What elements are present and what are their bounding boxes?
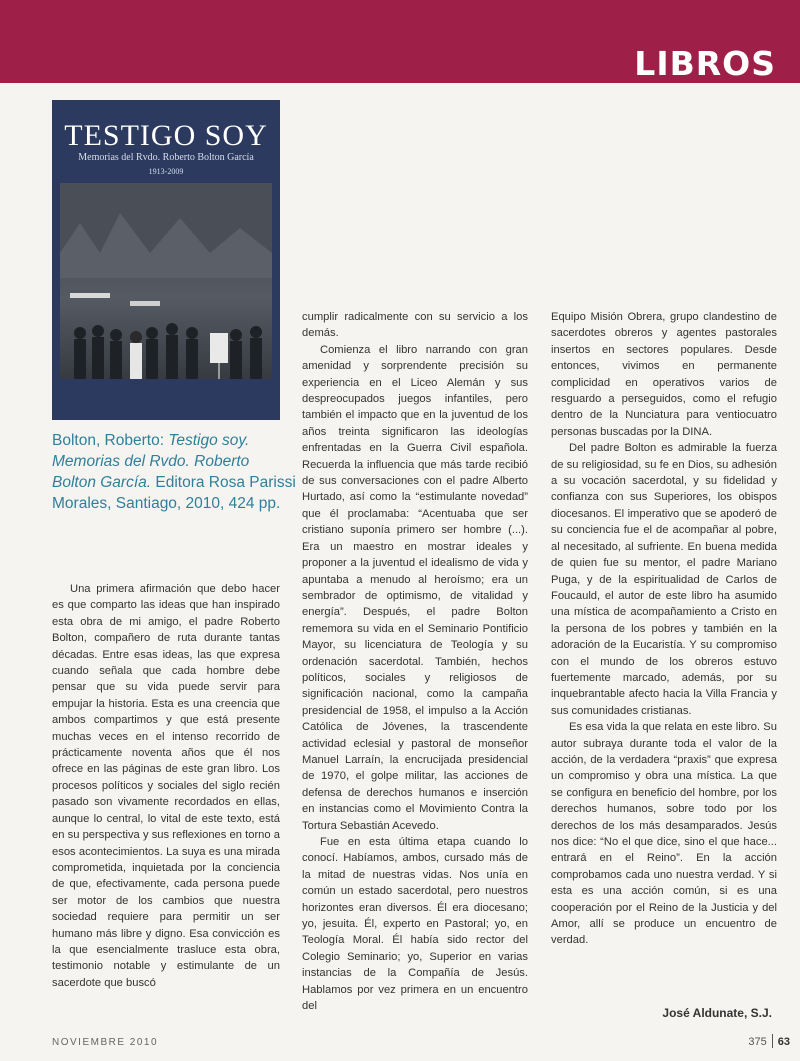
paragraph: Una primera afirmación que debo hacer es que comparto las ideas que han inspirado esta obra de mi amigo, el padre Roberto Bolton, compañero de ruta durante tantas décadas. Entre esas ideas, las que expresa cuando señala que cada hombre debe pensar que su vida puede servir para empujar la historia. Esta es una creencia que ambos compartimos y que está presente muchas veces en el intenso recorrido de prácticamente noventa años que él nos ofrece en las páginas de este gran libro. Los procesos políticos y sociales del siglo recién pasado son vivamente recordados en ellas, aunque lo central, lo vital de este texto, está en su perspectiva y sus reflexiones en torno a esos acontecimientos. La suya es una mirada comprometida, inquietada por la conciencia de que, efectivamente, cada persona puede ser motor de los cambios que nuestra sociedad requiere para permitir un ser humano más libre y digno. Esa convicción es la que esencialmente trasluce esta obra, testimonio notable y estimulante de un sacerdote que buscó [52, 583, 280, 989]
paragraph: Del padre Bolton es admirable la fuerza de su religiosidad, su fe en Dios, su adhesión a su vocación sacerdotal, y su fidelidad y confianza con sus Superiores, los obispos diocesanos. El imperativo que se apoderó de su conciencia fue el de acompañar al pobre, al necesitado, al sufriente. En buena medida de quien fue su mentor, el padre Mariano Puga, y de la espiritualidad de Carlos de Foucauld, el autor de este libro ha asumido una mística de acompañamiento a Cristo en la persona de los pobres y también en la adoración de la Eucaristía. Y su compromiso con el mundo de los obreros estuvo fuertemente marcado, además, por su inquebrantable afecto hacia la Villa Francia y sus comunidades cristianas. [551, 442, 777, 717]
section-title: LIBROS [634, 44, 776, 83]
book-title: Testigo soy. Memorias del Rvdo. Roberto Bolton García. [52, 432, 250, 491]
book-reference [52, 430, 297, 514]
cover-title: TESTIGO SOY [64, 119, 268, 152]
column-3 [551, 309, 777, 949]
book-author: Bolton, Roberto: [52, 432, 169, 449]
book-cover [52, 100, 280, 420]
review-author: José Aldunate, S.J. [662, 1006, 772, 1020]
paragraph: Equipo Misión Obrera, grupo clandestino de sacerdotes obreros y agentes pastorales insertos en sectores populares. Desde entonces, vivimos en permanente complicidad en operativos varios de resguardo a perseguidos, como el refugio dentro de la Nunciatura para ventiocuatro personas buscadas por la DINA. [551, 311, 777, 438]
paragraph: Es esa vida la que relata en este libro. Su autor subraya durante toda el valor de la acción, de la verdadera “praxis” que expresa un compromiso y obra una mística. La que se configura en beneficio del hombre, por los derechos humanos, sobre todo por los derechos de los más desamparados. Jesús nos dice: “No el que dice, sino el que hace... entrará en el Reino”. En la acción comprobamos cada uno nuestra verdad. Y si esta es una acción común, si es una cooperación por el Reino de la Justicia y del Amor, allí se produce un encuentro de verdad. [551, 721, 777, 947]
column-2 [302, 309, 528, 1014]
footer-divider [772, 1034, 773, 1048]
paragraph: Fue en esta última etapa cuando lo conocí. Habíamos, ambos, cursado más de la mitad de nuestras vidas. Nos unía en común un estado sacerdotal, pero nuestros horizontes eran diversos. Él era diocesano; yo, jesuita. Él, experto en Pastoral; yo, en Teología Moral. Él había sido rector del Colegio Seminario; yo, Superior en varias instancias de la Compañía de Jesús. Hablamos por vez primera en un encuentro del [302, 836, 528, 1013]
paragraph: cumplir radicalmente con su servicio a los demás. [302, 311, 528, 340]
column-1 [52, 581, 280, 991]
book-publisher: Editora Rosa Parissi Morales, Santiago, 2010, 424 pp. [52, 474, 296, 512]
cover-years: 1913-2009 [148, 167, 184, 176]
footer-issue: NOVIEMBRE 2010 [52, 1037, 159, 1048]
footer-page-numbers [748, 1034, 790, 1048]
page-number: 63 [777, 1036, 790, 1048]
cover-photo [60, 183, 272, 413]
cover-subtitle: Memorias del Rvdo. Roberto Bolton García [78, 152, 254, 163]
paragraph: Comienza el libro narrando con gran amenidad y sorprendente precisión su experiencia en el Liceo Alemán y sus despreocupados juegos infantiles, pero también el impacto que en la juventud de los años treinta significaron las ideologías enfrentadas en la Guerra Civil española. Recuerda la influencia que más tarde recibió de sus conversaciones con el padre Alberto Hurtado, así como la “estimulante novedad” que él proclamaba: “Acentuaba que ser cristiano suponía primero ser hombre (...). Era un maestro en mostrar ideales y proponer a la juventud el idealismo de vida y apuntaba a menudo al heroísmo; era un sembrador de optimismo, de vitalidad y energía”. Después, el padre Bolton rememora su vida en el Seminario Pontificio Mayor, su licenciatura de Teología y su ordenación sacerdotal. También, hechos políticos, sociales y religiosos de significación nacional, como la campaña presidencial de 1958, el impulso a la Acción Católica de Jóvenes, la trascendente actividad eclesial y pastoral de monseñor Manuel Larraín, la encrucijada presidencial de 1970, el golpe militar, las acciones de defensa de derechos humanos e inserción en instancias como el Movimiento Contra la Tortura Sebastián Acevedo. [302, 343, 528, 832]
issue-number: 375 [748, 1036, 767, 1048]
